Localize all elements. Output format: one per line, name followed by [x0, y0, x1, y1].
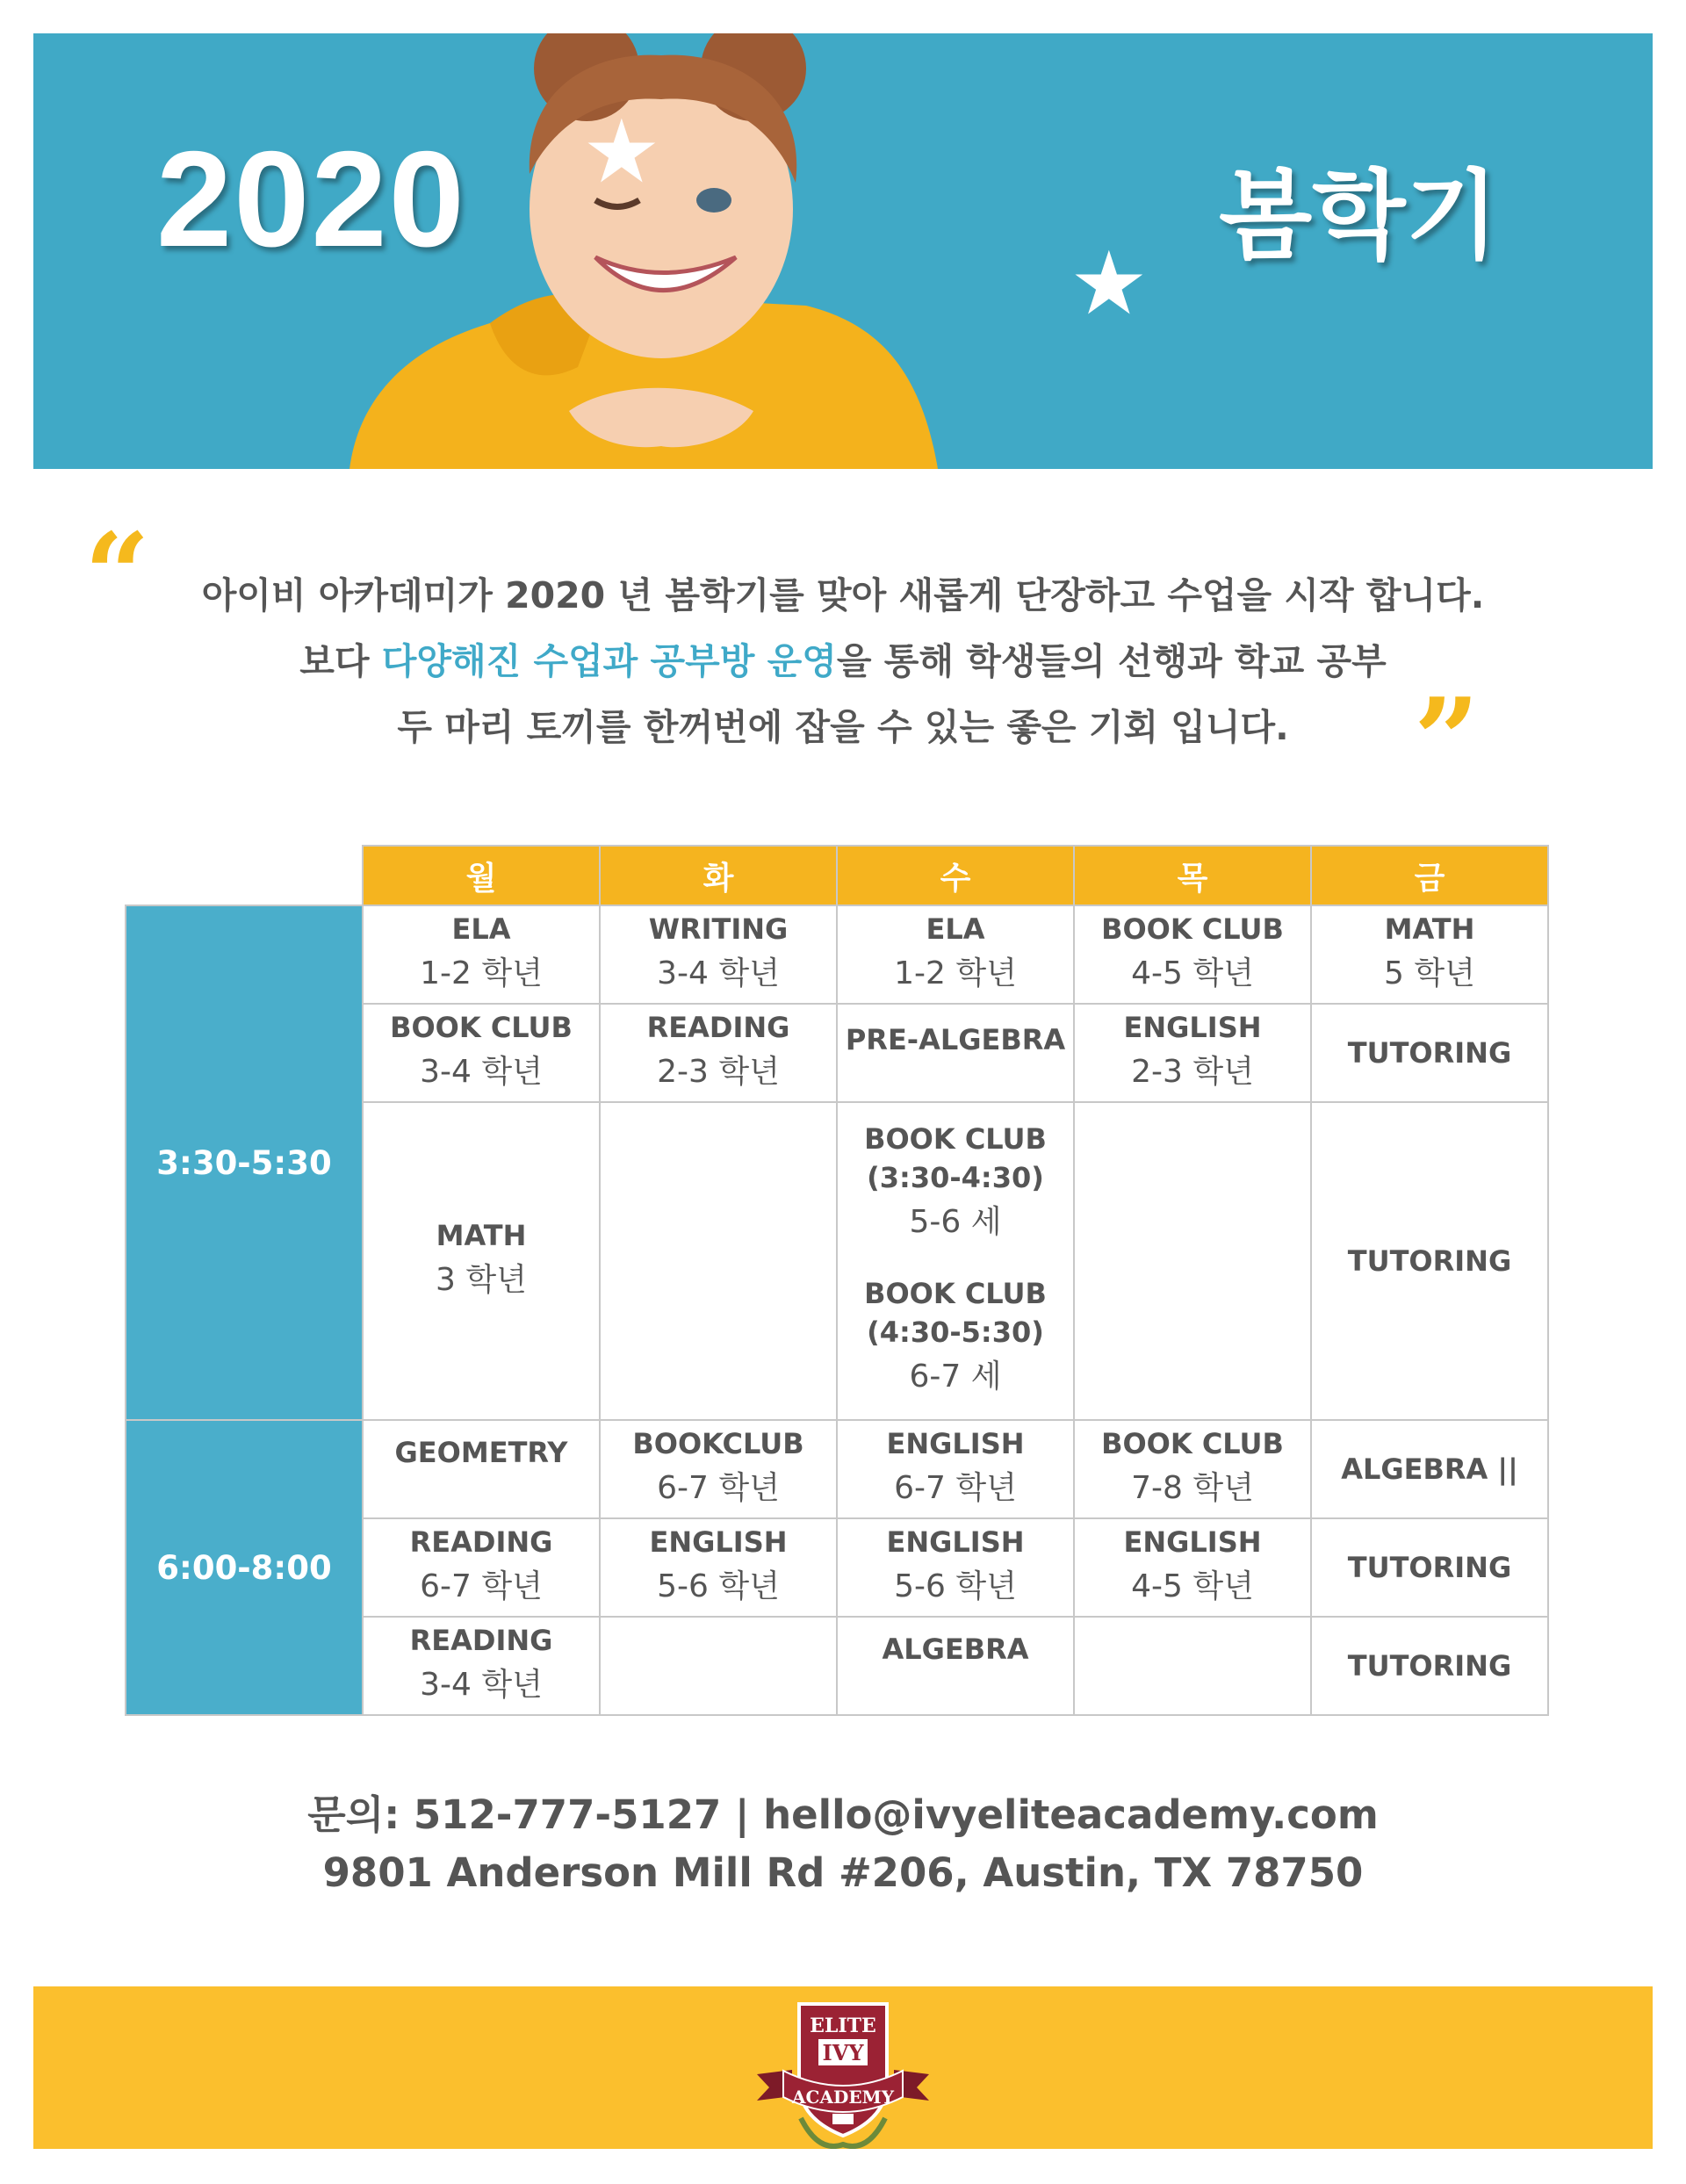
class-cell: [363, 1617, 600, 1715]
day-header: 월: [363, 846, 600, 905]
class-grade: 3-4 학년: [420, 1054, 543, 1090]
class-grade: 1-2 학년: [894, 955, 1017, 991]
class-grade: 6-7 학년: [420, 1568, 543, 1604]
class-cell: [363, 905, 600, 1004]
class-grade: 5 학년: [1384, 955, 1475, 991]
class-name: READING: [409, 1525, 553, 1559]
class-cell: [1311, 1420, 1548, 1518]
svg-text:IVY: IVY: [822, 2040, 864, 2065]
svg-text:ELITE: ELITE: [810, 2015, 876, 2037]
class-cell: [1311, 1102, 1548, 1420]
class-grade: 6-7 학년: [894, 1470, 1017, 1506]
class-name: MATH: [436, 1219, 527, 1252]
class-grade: 6-7 학년: [657, 1470, 780, 1506]
class-name: BOOK CLUB: [1101, 1427, 1284, 1460]
class-name: READING: [646, 1011, 790, 1044]
class-cell: [837, 905, 1074, 1004]
class-age: 6-7 세: [909, 1359, 1002, 1395]
intro-line-1: 아이비 아카데미가 2020 년 봄학기를 맞아 새롭게 단장하고 수업을 시작 합니다.: [201, 574, 1485, 616]
class-grade: 5-6 학년: [657, 1568, 780, 1604]
svg-text:ACADEMY: ACADEMY: [792, 2087, 894, 2108]
class-name: TUTORING: [1347, 1649, 1512, 1683]
empty-cell: [600, 1102, 837, 1420]
class-name: BOOK CLUB: [864, 1122, 1047, 1156]
class-time: (4:30-5:30): [867, 1315, 1044, 1349]
time-slot: 6:00-8:00: [126, 1420, 363, 1715]
day-header: 수: [837, 846, 1074, 905]
class-name: ENGLISH: [649, 1525, 788, 1559]
intro-line-2-start: 보다: [299, 640, 382, 682]
class-cell: [837, 1617, 1074, 1715]
class-name: TUTORING: [1347, 1244, 1512, 1278]
table-row: [126, 1420, 1548, 1518]
class-cell: [837, 1420, 1074, 1518]
class-age: 5-6 세: [909, 1204, 1002, 1240]
star-icon: ★: [1070, 232, 1149, 335]
class-name: ELA: [451, 912, 511, 946]
schedule-table: [125, 845, 1549, 1716]
class-cell: [1074, 905, 1311, 1004]
intro-line-3: 두 마리 토끼를 한꺼번에 잡을 수 있는 좋은 기회 입니다.: [397, 706, 1289, 748]
class-grade: 2-3 학년: [657, 1054, 780, 1090]
class-cell: [600, 1004, 837, 1102]
class-grade: 4-5 학년: [1131, 955, 1254, 991]
class-cell: [1074, 1420, 1311, 1518]
banner-season: 봄학기: [1219, 160, 1499, 272]
table-row: [126, 905, 1548, 1004]
class-name: BOOK CLUB: [864, 1277, 1047, 1310]
class-grade: 3-4 학년: [420, 1667, 543, 1703]
close-quote-icon: ”: [1414, 673, 1480, 807]
empty-cell: [1074, 1617, 1311, 1715]
class-name: PRE-ALGEBRA: [845, 1023, 1066, 1056]
day-header-row: [126, 846, 1548, 905]
class-cell: [837, 1102, 1074, 1420]
class-cell: [363, 1102, 600, 1420]
class-cell: [363, 1420, 600, 1518]
class-name: BOOK CLUB: [1101, 912, 1284, 946]
day-header: 금: [1311, 846, 1548, 905]
class-grade: 3 학년: [436, 1262, 527, 1298]
hero-banner: [33, 33, 1653, 469]
class-name: ALGEBRA: [882, 1633, 1029, 1666]
class-cell: [837, 1004, 1074, 1102]
class-name: ELA: [926, 912, 985, 946]
class-grade: 1-2 학년: [420, 955, 543, 991]
class-name: TUTORING: [1347, 1551, 1512, 1584]
corner-cell: [126, 846, 363, 905]
class-name: READING: [409, 1624, 553, 1657]
class-cell: [1311, 1617, 1548, 1715]
class-name: BOOK CLUB: [390, 1011, 573, 1044]
class-name: BOOKCLUB: [632, 1427, 804, 1460]
contact-line: 문의: 512-777-5127 | hello@ivyeliteacademy.com: [307, 1791, 1379, 1838]
class-grade: 3-4 학년: [657, 955, 780, 991]
class-name: ENGLISH: [1123, 1011, 1262, 1044]
banner-year: 2020: [156, 123, 466, 275]
class-cell: [363, 1004, 600, 1102]
class-cell: [837, 1518, 1074, 1617]
class-cell: [1074, 1518, 1311, 1617]
day-header: 목: [1074, 846, 1311, 905]
class-cell: [600, 1420, 837, 1518]
open-quote-icon: “: [84, 508, 150, 642]
class-grade: 7-8 학년: [1131, 1470, 1254, 1506]
star-icon: ★: [582, 100, 661, 203]
class-name: WRITING: [648, 912, 789, 946]
class-cell: [1311, 1518, 1548, 1617]
class-name: ENGLISH: [886, 1525, 1025, 1559]
day-header: 화: [600, 846, 837, 905]
class-cell: [1311, 905, 1548, 1004]
address-line: 9801 Anderson Mill Rd #206, Austin, TX 78750: [322, 1849, 1364, 1896]
class-grade: 4-5 학년: [1131, 1568, 1254, 1604]
class-name: MATH: [1384, 912, 1475, 946]
class-cell: [1074, 1004, 1311, 1102]
intro-quote: [70, 508, 1616, 807]
class-name: GEOMETRY: [394, 1436, 568, 1469]
empty-cell: [1074, 1102, 1311, 1420]
class-name: TUTORING: [1347, 1036, 1512, 1070]
empty-cell: [600, 1617, 837, 1715]
class-time: (3:30-4:30): [867, 1161, 1044, 1194]
class-name: ENGLISH: [886, 1427, 1025, 1460]
ivy-elite-academy-logo: [757, 1986, 929, 2153]
class-grade: 5-6 학년: [894, 1568, 1017, 1604]
class-cell: [600, 1518, 837, 1617]
class-cell: [363, 1518, 600, 1617]
class-cell: [600, 905, 837, 1004]
time-slot: 3:30-5:30: [126, 905, 363, 1420]
intro-highlight: 다양해진 수업과 공부방 운영: [381, 640, 837, 682]
class-cell: [1311, 1004, 1548, 1102]
class-name: ENGLISH: [1123, 1525, 1262, 1559]
class-name: ALGEBRA ||: [1341, 1452, 1518, 1486]
intro-line-2-end: 을 통해 학생들의 선행과 학교 공부: [836, 640, 1387, 682]
class-grade: 2-3 학년: [1131, 1054, 1254, 1090]
intro-line-2: [70, 632, 1616, 684]
